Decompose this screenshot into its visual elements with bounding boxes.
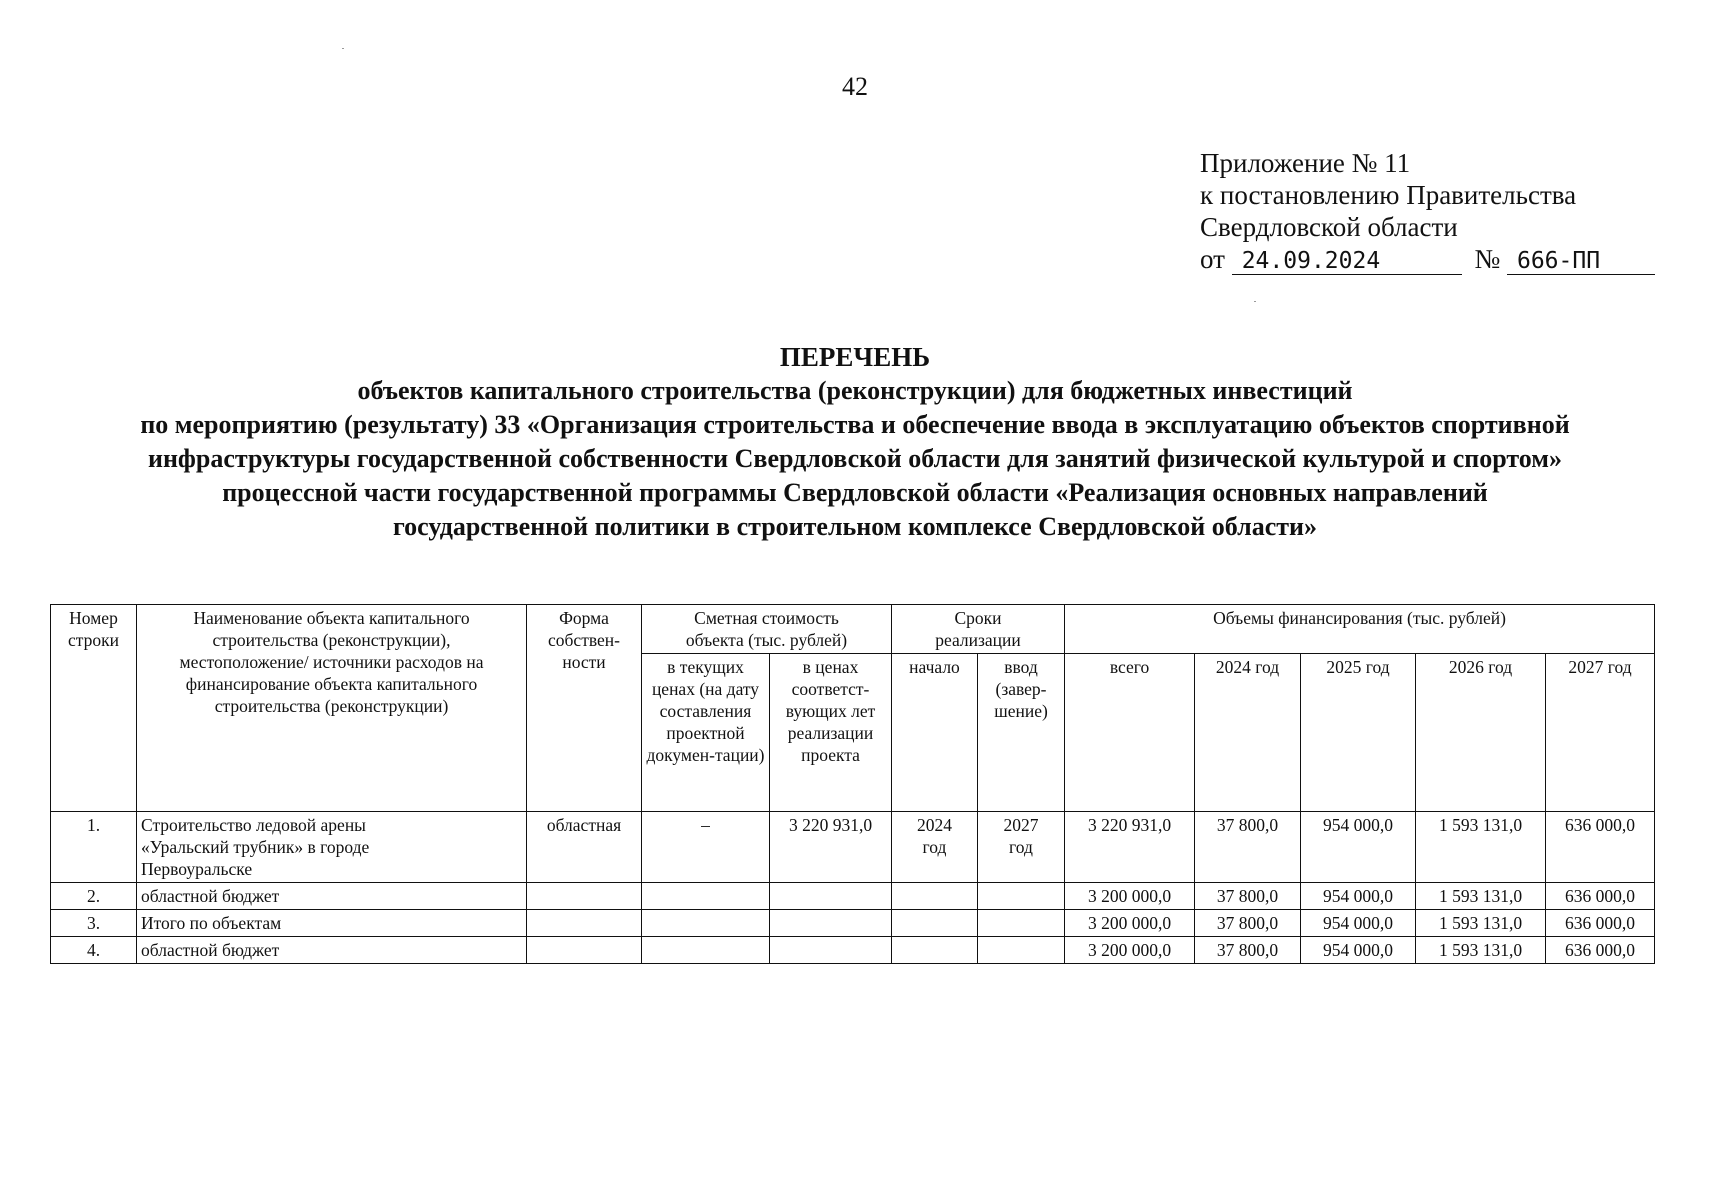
resolution-date: 24.09.2024 [1232, 248, 1462, 275]
amount-2025: 954 000,0 [1301, 937, 1416, 964]
total-amount: 3 220 931,0 [1065, 812, 1195, 883]
from-label: от [1200, 244, 1225, 274]
start-year: 2024 год [892, 812, 978, 883]
table-header [51, 605, 1655, 812]
amount-2024: 37 800,0 [1195, 910, 1301, 937]
completion-year [978, 910, 1065, 937]
completion-year [978, 937, 1065, 964]
col-estimated-cost: Сметная стоимость объекта (тыс. рублей) [642, 605, 892, 654]
heading-line-2: по мероприятию (результату) 33 «Организация строительства и обеспечение ввода в эксплуатацию объектов спортивной [140, 410, 1570, 439]
current-price: – [642, 812, 770, 883]
total-amount: 3 200 000,0 [1065, 910, 1195, 937]
appendix-line-1: Приложение № 11 [1200, 148, 1411, 178]
col-period: Сроки реализации [892, 605, 1065, 654]
completion-year: 2027 год [978, 812, 1065, 883]
heading-line-5: государственной политики в строительном комплексе Свердловской области» [392, 512, 1318, 541]
object-name: Строительство ледовой арены «Уральский трубник» в городе Первоуральске [137, 812, 527, 883]
amount-2027: 636 000,0 [1546, 910, 1655, 937]
amount-2024: 37 800,0 [1195, 937, 1301, 964]
table-row [51, 812, 1655, 883]
heading-title: ПЕРЕЧЕНЬ [779, 342, 931, 372]
resolution-number: 666-ПП [1507, 248, 1655, 275]
amount-2025: 954 000,0 [1301, 910, 1416, 937]
current-price [642, 910, 770, 937]
amount-2027: 636 000,0 [1546, 812, 1655, 883]
col-project-prices: в ценах соответст-вующих лет реализации проекта [770, 654, 892, 812]
amount-2025: 954 000,0 [1301, 812, 1416, 883]
col-total: всего [1065, 654, 1195, 812]
heading-line-1: объектов капитального строительства (реконструкции) для бюджетных инвестиций [357, 376, 1353, 405]
col-2025: 2025 год [1301, 654, 1416, 812]
col-ownership: Форма собствен-ности [527, 605, 642, 812]
col-2026: 2026 год [1416, 654, 1546, 812]
row-number: 1. [51, 812, 137, 883]
scan-speck [1254, 301, 1256, 302]
total-amount: 3 200 000,0 [1065, 883, 1195, 910]
amount-2026: 1 593 131,0 [1416, 937, 1546, 964]
amount-2027: 636 000,0 [1546, 937, 1655, 964]
col-2027: 2027 год [1546, 654, 1655, 812]
col-financing: Объемы финансирования (тыс. рублей) [1065, 605, 1655, 654]
appendix-date-line [1200, 243, 1655, 275]
heading-line-4: процессной части государственной программы Свердловской области «Реализация основных направлений [222, 478, 1488, 507]
object-name: областной бюджет [137, 883, 527, 910]
col-completion: ввод (завер-шение) [978, 654, 1065, 812]
amount-2027: 636 000,0 [1546, 883, 1655, 910]
header-row-1 [51, 605, 1655, 654]
ownership-form [527, 937, 642, 964]
ownership-form [527, 910, 642, 937]
col-name: Наименование объекта капитального строительства (реконструкции), местоположение/ источники расходов на финансирование объекта капитального строительства (реконструкции) [137, 605, 527, 812]
col-start: начало [892, 654, 978, 812]
object-name: Итого по объектам [137, 910, 527, 937]
scan-speck [342, 48, 344, 49]
current-price [642, 937, 770, 964]
row-number: 4. [51, 937, 137, 964]
current-price [642, 883, 770, 910]
col-current-prices: в текущих ценах (на дату составления проектной докумен-тации) [642, 654, 770, 812]
row-number: 3. [51, 910, 137, 937]
start-year [892, 937, 978, 964]
amount-2024: 37 800,0 [1195, 812, 1301, 883]
heading-line-3: инфраструктуры государственной собственности Свердловской области для занятий физической культурой и спортом» [147, 444, 1563, 473]
project-price [770, 883, 892, 910]
total-amount: 3 200 000,0 [1065, 937, 1195, 964]
object-name: областной бюджет [137, 937, 527, 964]
col-row-number: Номер строки [51, 605, 137, 812]
amount-2024: 37 800,0 [1195, 883, 1301, 910]
completion-year [978, 883, 1065, 910]
appendix-line-3: Свердловской области [1200, 212, 1458, 242]
appendix-line-2: к постановлению Правительства [1200, 180, 1577, 210]
row-number: 2. [51, 883, 137, 910]
document-heading [40, 340, 1670, 544]
table-body [51, 812, 1655, 964]
start-year [892, 883, 978, 910]
amount-2026: 1 593 131,0 [1416, 883, 1546, 910]
amount-2025: 954 000,0 [1301, 883, 1416, 910]
ownership-form: областная [527, 812, 642, 883]
col-2024: 2024 год [1195, 654, 1301, 812]
number-label: № [1474, 244, 1501, 274]
appendix-block [1200, 147, 1655, 275]
project-price [770, 910, 892, 937]
start-year [892, 910, 978, 937]
project-price: 3 220 931,0 [770, 812, 892, 883]
objects-table [50, 604, 1655, 964]
table-row [51, 937, 1655, 964]
page-number: 42 [842, 72, 868, 101]
table-row [51, 883, 1655, 910]
table-row [51, 910, 1655, 937]
ownership-form [527, 883, 642, 910]
amount-2026: 1 593 131,0 [1416, 812, 1546, 883]
amount-2026: 1 593 131,0 [1416, 910, 1546, 937]
project-price [770, 937, 892, 964]
